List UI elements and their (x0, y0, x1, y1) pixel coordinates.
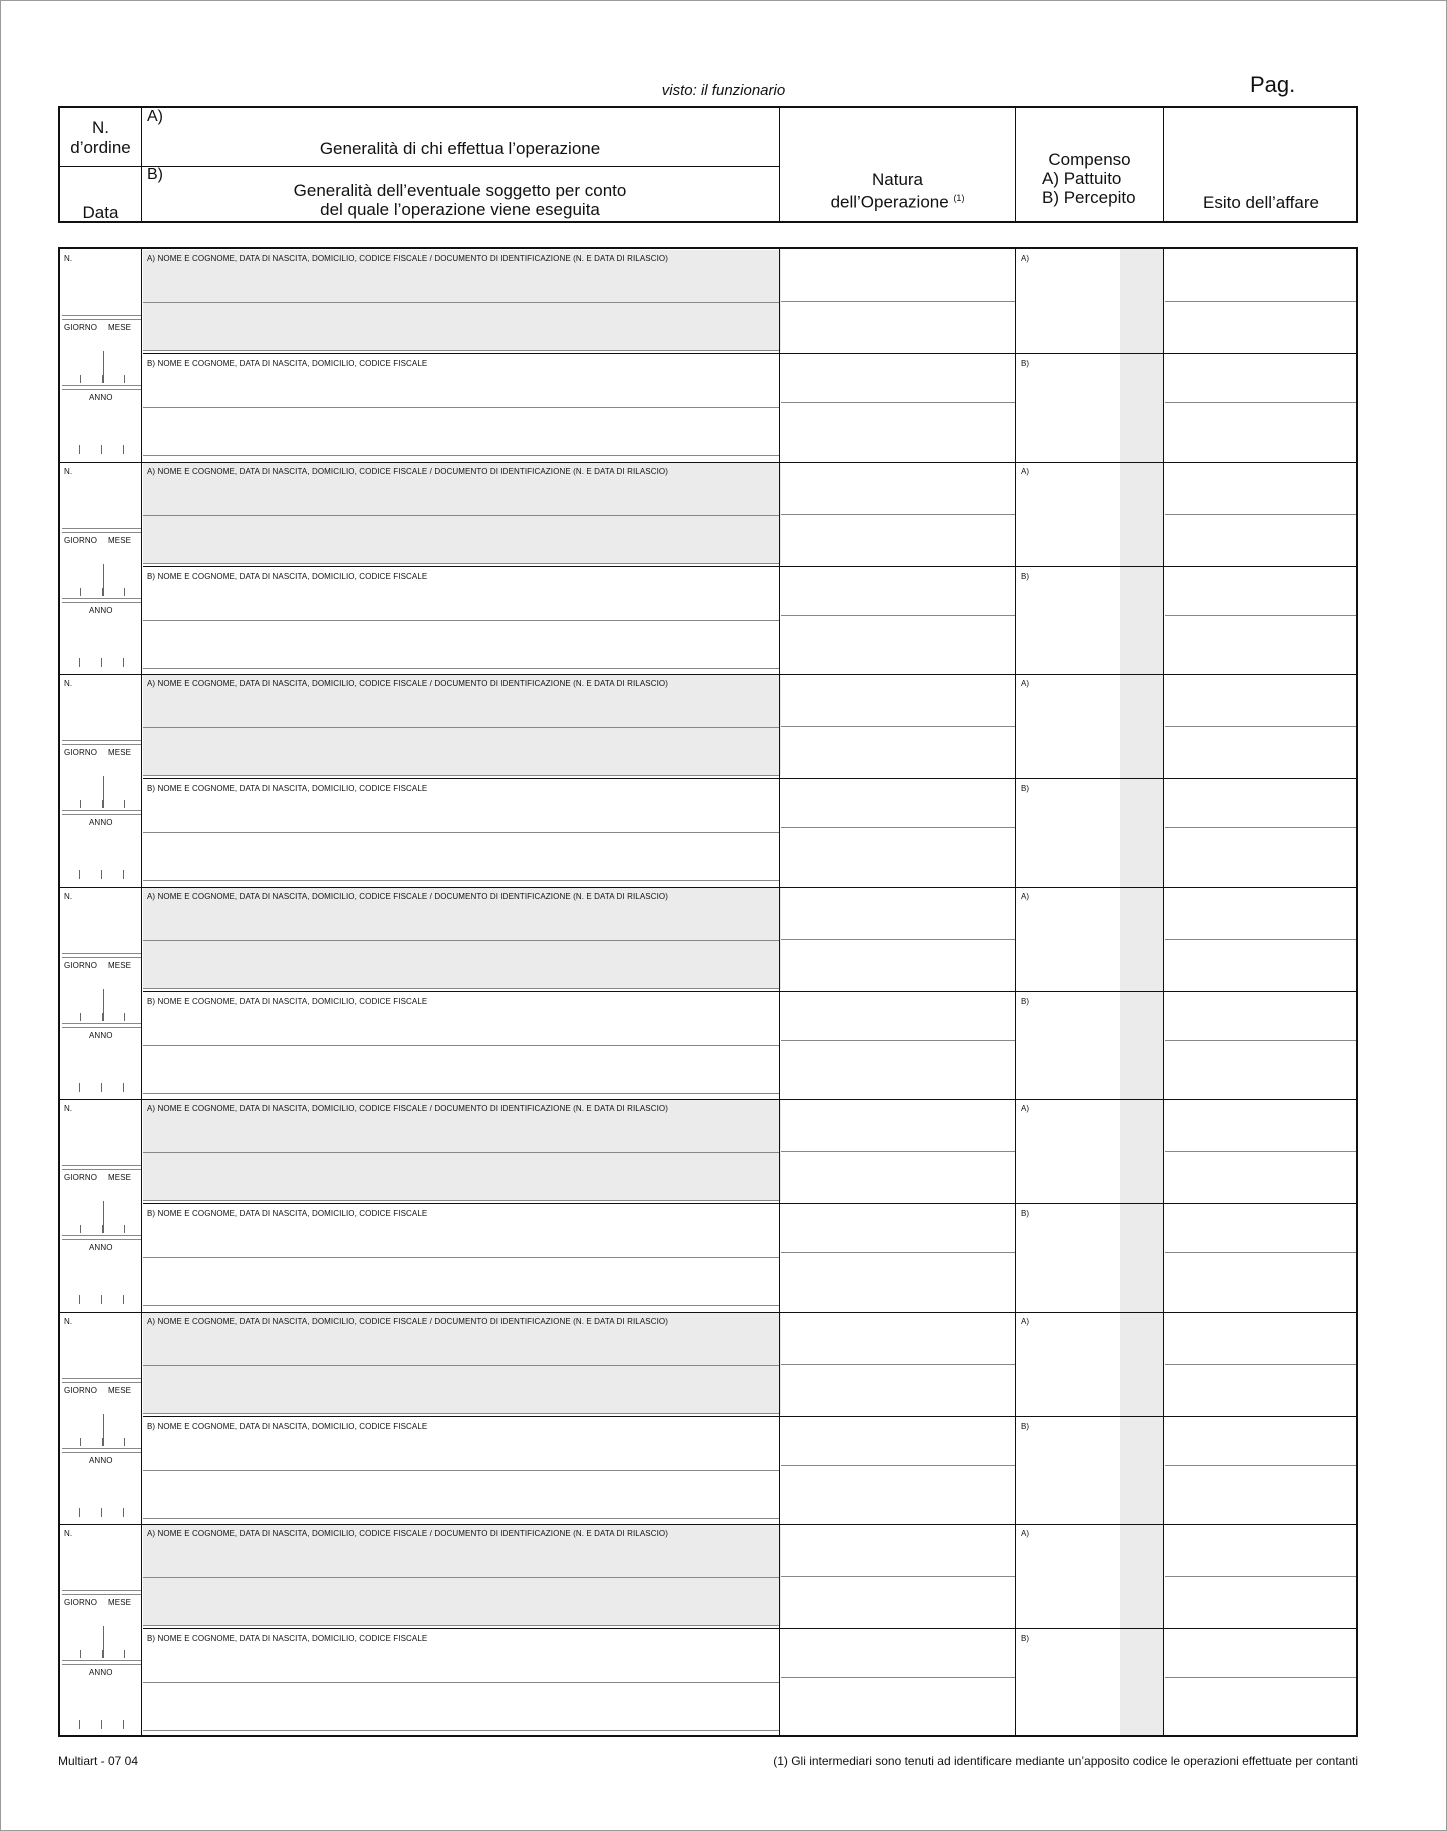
entry-top-border (60, 674, 1356, 675)
anno-line-2 (62, 389, 141, 390)
field-a-shaded-area (143, 250, 781, 351)
entry-n-label: N. (64, 1316, 73, 1326)
date-tick (103, 566, 104, 596)
header-ordine: d’ordine (70, 138, 131, 157)
header-natura-note: (1) (953, 193, 965, 203)
entry-giorno-label: GIORNO (64, 960, 98, 970)
date-line-1 (62, 315, 141, 316)
esito-line-1 (1165, 1364, 1356, 1365)
date-tick (80, 1225, 81, 1233)
anno-tick (79, 445, 80, 454)
register-table (58, 247, 1358, 1737)
entry-compenso-b-label: B) (1021, 359, 1030, 368)
esito-line-2 (1165, 1252, 1356, 1253)
register-entry (60, 1099, 1356, 1311)
entry-n-label: N. (64, 1104, 73, 1113)
date-tick (124, 800, 125, 808)
field-a-line-1 (143, 727, 779, 728)
esito-line-1 (1165, 514, 1356, 515)
register-entry (60, 1524, 1356, 1736)
date-tick (124, 1013, 125, 1021)
entry-mid-border (143, 1203, 1356, 1204)
field-a-shaded-area (143, 1100, 781, 1201)
anno-line-1 (62, 1660, 141, 1661)
entry-anno-label: ANNO (89, 1243, 113, 1252)
anno-tick (123, 1295, 124, 1304)
natura-line-2 (781, 827, 1015, 828)
field-a-line-1 (143, 515, 779, 516)
entry-compenso-b-label: B) (1021, 1634, 1030, 1643)
register-entry (60, 249, 1356, 461)
entry-field-a-label: A) NOME E COGNOME, DATA DI NASCITA, DOMICILIO, CODICE FISCALE / DOCUMENTO DI IDENTIFICAZIONE (N. E DATA DI RILASCIO) (147, 1529, 668, 1538)
anno-tick (101, 658, 102, 667)
field-b-line-2 (143, 455, 779, 456)
footer-code: Multiart - 07 04 (58, 1754, 139, 1768)
entry-mid-border (143, 1628, 1356, 1629)
header-table (58, 106, 1358, 223)
anno-line-2 (62, 1239, 141, 1240)
header-compenso-a: A) Pattuito (1042, 169, 1122, 188)
visto-funzionario: visto: il funzionario (661, 82, 786, 99)
entry-top-border (60, 1524, 1356, 1525)
field-a-line-1 (143, 302, 779, 303)
field-a-line-1 (143, 1152, 779, 1153)
entry-n-label: N. (64, 1529, 73, 1538)
entry-compenso-b-label: B) (1021, 1421, 1030, 1431)
field-a-line-2 (143, 988, 779, 989)
entry-mese-label: MESE (108, 535, 132, 545)
entry-mid-border (143, 566, 1356, 567)
field-a-line-2 (143, 1625, 779, 1626)
header-compenso-title: Compenso (1048, 150, 1131, 169)
date-line-1 (62, 1378, 141, 1379)
field-a-line-2 (143, 775, 779, 776)
natura-line-1 (781, 726, 1015, 727)
date-line-1 (62, 528, 141, 529)
entry-mese-label: MESE (108, 1173, 132, 1182)
anno-line-1 (62, 385, 141, 386)
date-tick (103, 776, 104, 780)
anno-line-1 (62, 598, 141, 599)
entry-n-label: N. (64, 254, 73, 263)
entry-giorno-label: GIORNO (64, 1173, 98, 1182)
column-divider (141, 249, 142, 1735)
entry-mid-border (143, 353, 1356, 354)
column-divider (1163, 249, 1164, 1735)
field-b-line-1 (143, 1682, 779, 1683)
entry-top-border (60, 1312, 1356, 1313)
field-a-shaded-area (143, 463, 781, 564)
natura-line-2 (781, 615, 1015, 616)
column-divider (1015, 249, 1016, 1735)
anno-tick (123, 1083, 124, 1092)
entry-top-border (60, 462, 1356, 463)
entry-mese-label: MESE (108, 323, 132, 332)
entry-field-a-label: A) NOME E COGNOME, DATA DI NASCITA, DOMICILIO, CODICE FISCALE / DOCUMENTO DI IDENTIFICAZIONE (N. E DATA DI RILASCIO) (147, 254, 668, 263)
field-a-line-2 (143, 350, 779, 351)
date-tick (103, 991, 104, 1021)
field-a-shaded-area (143, 1313, 781, 1414)
anno-tick (79, 1295, 80, 1304)
field-a-line-1 (143, 1577, 779, 1578)
entry-giorno-label: GIORNO (64, 748, 98, 757)
esito-line-1 (1165, 939, 1356, 940)
date-line-2 (62, 1382, 141, 1383)
entry-compenso-b-label: B) (1021, 571, 1030, 581)
date-tick (124, 1225, 125, 1233)
entry-field-b-label: B) NOME E COGNOME, DATA DI NASCITA, DOMICILIO, CODICE FISCALE (147, 1634, 428, 1643)
entry-compenso-a-label: A) (1021, 891, 1030, 901)
page-number-label: Pag. (1250, 72, 1296, 97)
field-b-line-2 (143, 880, 779, 881)
date-tick (103, 1201, 104, 1205)
header-a-title: Generalità di chi effettua l’operazione (319, 139, 601, 158)
entry-field-b-label: B) NOME E COGNOME, DATA DI NASCITA, DOMICILIO, CODICE FISCALE (147, 359, 428, 368)
header-natura-text: dell’Operazione (830, 192, 949, 212)
header-b-title-2: del quale l’operazione viene eseguita (320, 200, 600, 219)
date-tick (124, 375, 125, 383)
date-tick (103, 778, 104, 808)
field-b-line-2 (143, 1305, 779, 1306)
date-tick (124, 1650, 125, 1658)
natura-line-1 (781, 301, 1015, 302)
entry-field-a-label: A) NOME E COGNOME, DATA DI NASCITA, DOMICILIO, CODICE FISCALE / DOCUMENTO DI IDENTIFICAZIONE (N. E DATA DI RILASCIO) (147, 466, 668, 476)
header-data: Data (82, 203, 119, 222)
anno-tick (101, 1083, 102, 1092)
date-tick (80, 1438, 81, 1446)
natura-line-2 (781, 402, 1015, 403)
column-divider (779, 249, 780, 1735)
anno-line-1 (62, 810, 141, 811)
entry-mid-border (143, 1416, 1356, 1417)
entry-field-a-label: A) NOME E COGNOME, DATA DI NASCITA, DOMICILIO, CODICE FISCALE / DOCUMENTO DI IDENTIFICAZIONE (N. E DATA DI RILASCIO) (147, 1104, 668, 1113)
entry-mese-label: MESE (108, 1385, 132, 1395)
entry-compenso-a-label: A) (1021, 254, 1030, 263)
header-row-divider (60, 166, 780, 167)
entry-compenso-b-label: B) (1021, 784, 1030, 793)
entry-compenso-a-label: A) (1021, 1316, 1030, 1326)
entry-giorno-label: GIORNO (64, 1598, 98, 1607)
esito-line-2 (1165, 1677, 1356, 1678)
field-a-shaded-area (143, 675, 781, 776)
entry-compenso-a-label: A) (1021, 1104, 1030, 1113)
entry-mese-label: MESE (108, 960, 132, 970)
anno-tick (79, 1508, 80, 1517)
entry-anno-label: ANNO (89, 1455, 113, 1465)
field-b-line-1 (143, 407, 779, 408)
anno-tick (79, 1083, 80, 1092)
field-b-line-2 (143, 668, 779, 669)
field-a-line-2 (143, 1200, 779, 1201)
header-compenso-b: B) Percepito (1042, 188, 1136, 207)
date-tick (80, 1650, 81, 1658)
field-b-line-1 (143, 1045, 779, 1046)
anno-tick (101, 1295, 102, 1304)
date-tick (80, 1013, 81, 1021)
field-b-line-2 (143, 1730, 779, 1731)
date-tick (103, 564, 104, 568)
field-b-line-1 (143, 832, 779, 833)
anno-line-2 (62, 814, 141, 815)
entry-anno-label: ANNO (89, 393, 113, 402)
date-line-2 (62, 1169, 141, 1170)
field-b-line-2 (143, 1093, 779, 1094)
anno-tick (123, 1720, 124, 1729)
esito-line-2 (1165, 1040, 1356, 1041)
field-a-line-2 (143, 563, 779, 564)
natura-line-1 (781, 939, 1015, 940)
esito-line-2 (1165, 615, 1356, 616)
date-line-2 (62, 744, 141, 745)
entry-n-label: N. (64, 679, 73, 688)
natura-line-1 (781, 1364, 1015, 1365)
anno-tick (79, 658, 80, 667)
natura-line-2 (781, 1040, 1015, 1041)
anno-tick (123, 658, 124, 667)
anno-line-2 (62, 1664, 141, 1665)
entry-mese-label: MESE (108, 748, 132, 757)
field-a-line-1 (143, 1365, 779, 1366)
date-line-2 (62, 1594, 141, 1595)
date-line-2 (62, 957, 141, 958)
date-tick (80, 588, 81, 596)
date-line-1 (62, 740, 141, 741)
date-tick (80, 800, 81, 808)
entry-mid-border (143, 778, 1356, 779)
anno-tick (79, 870, 80, 879)
entry-mese-label: MESE (108, 1598, 132, 1607)
entry-field-a-label: A) NOME E COGNOME, DATA DI NASCITA, DOMICILIO, CODICE FISCALE / DOCUMENTO DI IDENTIFICAZIONE (N. E DATA DI RILASCIO) (147, 891, 668, 901)
entry-giorno-label: GIORNO (64, 323, 98, 332)
anno-tick (123, 445, 124, 454)
register-entry (60, 887, 1356, 1099)
field-a-line-1 (143, 940, 779, 941)
anno-tick (123, 1508, 124, 1517)
field-b-line-2 (143, 1518, 779, 1519)
esito-line-2 (1165, 402, 1356, 403)
header-natura-1: Natura (871, 170, 924, 189)
entry-compenso-a-label: A) (1021, 679, 1030, 688)
anno-tick (101, 870, 102, 879)
anno-line-1 (62, 1023, 141, 1024)
esito-line-1 (1165, 726, 1356, 727)
field-b-line-1 (143, 1257, 779, 1258)
entry-anno-label: ANNO (89, 818, 113, 827)
date-tick (103, 353, 104, 383)
field-a-shaded-area (143, 1525, 781, 1626)
anno-line-2 (62, 1452, 141, 1453)
date-tick (124, 588, 125, 596)
date-tick (103, 1414, 104, 1418)
field-b-line-1 (143, 620, 779, 621)
date-tick (103, 989, 104, 993)
field-a-shaded-area (143, 888, 781, 989)
entry-n-label: N. (64, 466, 73, 476)
entry-field-b-label: B) NOME E COGNOME, DATA DI NASCITA, DOMICILIO, CODICE FISCALE (147, 996, 428, 1006)
natura-line-1 (781, 514, 1015, 515)
date-line-1 (62, 953, 141, 954)
entry-giorno-label: GIORNO (64, 535, 98, 545)
natura-line-2 (781, 1677, 1015, 1678)
date-tick (103, 1203, 104, 1233)
header-b-marker: B) (147, 166, 163, 183)
entry-field-b-label: B) NOME E COGNOME, DATA DI NASCITA, DOMICILIO, CODICE FISCALE (147, 1421, 428, 1431)
date-tick (124, 1438, 125, 1446)
entry-top-border (60, 1099, 1356, 1100)
entry-anno-label: ANNO (89, 605, 113, 615)
entry-n-label: N. (64, 891, 73, 901)
date-tick (103, 1628, 104, 1658)
anno-tick (101, 1720, 102, 1729)
register-entry (60, 462, 1356, 674)
entry-field-a-label: A) NOME E COGNOME, DATA DI NASCITA, DOMICILIO, CODICE FISCALE / DOCUMENTO DI IDENTIFICAZIONE (N. E DATA DI RILASCIO) (147, 1316, 668, 1326)
date-tick (103, 1626, 104, 1630)
natura-line-2 (781, 1465, 1015, 1466)
header-b-title-1: Generalità dell’eventuale soggetto per conto (293, 181, 627, 200)
entry-anno-label: ANNO (89, 1668, 113, 1677)
entry-compenso-a-label: A) (1021, 1529, 1030, 1538)
esito-line-2 (1165, 1465, 1356, 1466)
natura-line-1 (781, 1576, 1015, 1577)
esito-line-1 (1165, 1151, 1356, 1152)
entry-anno-label: ANNO (89, 1030, 113, 1040)
entry-field-b-label: B) NOME E COGNOME, DATA DI NASCITA, DOMICILIO, CODICE FISCALE (147, 571, 428, 581)
field-b-line-1 (143, 1470, 779, 1471)
anno-tick (79, 1720, 80, 1729)
esito-line-1 (1165, 1576, 1356, 1577)
date-line-2 (62, 532, 141, 533)
esito-line-2 (1165, 827, 1356, 828)
anno-line-1 (62, 1448, 141, 1449)
esito-line-1 (1165, 301, 1356, 302)
date-line-1 (62, 1590, 141, 1591)
entry-top-border (60, 887, 1356, 888)
entry-giorno-label: GIORNO (64, 1385, 98, 1395)
date-tick (103, 1416, 104, 1446)
anno-tick (101, 1508, 102, 1517)
footer-note: (1) Gli intermediari sono tenuti ad identificare mediante un’apposito codice le operazioni effettuate per contanti (773, 1754, 1358, 1768)
header-natura-2 (780, 189, 1015, 212)
entry-compenso-b-label: B) (1021, 1209, 1030, 1218)
date-line-1 (62, 1165, 141, 1166)
anno-tick (123, 870, 124, 879)
entry-field-a-label: A) NOME E COGNOME, DATA DI NASCITA, DOMICILIO, CODICE FISCALE / DOCUMENTO DI IDENTIFICAZIONE (N. E DATA DI RILASCIO) (147, 679, 668, 688)
entry-field-b-label: B) NOME E COGNOME, DATA DI NASCITA, DOMICILIO, CODICE FISCALE (147, 1209, 428, 1218)
date-tick (80, 375, 81, 383)
field-a-line-2 (143, 1413, 779, 1414)
date-tick (103, 351, 104, 355)
register-entry (60, 674, 1356, 886)
anno-line-2 (62, 1027, 141, 1028)
header-n: N. (92, 118, 109, 137)
entry-compenso-b-label: B) (1021, 996, 1030, 1006)
natura-line-2 (781, 1252, 1015, 1253)
register-entry (60, 1312, 1356, 1524)
header-a-marker: A) (147, 108, 163, 125)
entry-field-b-label: B) NOME E COGNOME, DATA DI NASCITA, DOMICILIO, CODICE FISCALE (147, 784, 428, 793)
anno-line-1 (62, 1235, 141, 1236)
entry-mid-border (143, 991, 1356, 992)
anno-line-2 (62, 602, 141, 603)
entry-compenso-a-label: A) (1021, 466, 1030, 476)
anno-tick (101, 445, 102, 454)
header-esito: Esito dell’affare (1203, 193, 1319, 212)
natura-line-1 (781, 1151, 1015, 1152)
date-line-2 (62, 319, 141, 320)
